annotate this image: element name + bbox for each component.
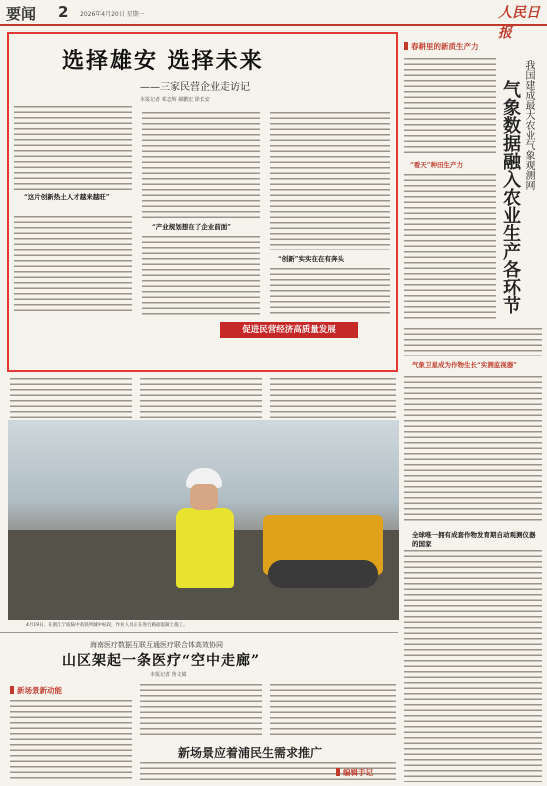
right-vertical-subtitle: 我国建成最大农业气象观测网 — [523, 60, 534, 190]
story-text-c — [270, 376, 396, 418]
lead-text-col1b — [14, 214, 132, 314]
right-text-col3 — [404, 548, 542, 782]
lead-text-col2b — [142, 234, 260, 318]
bottom-story2-title: 新场景应着浦民生需求推广 — [178, 746, 323, 760]
lead-subhead-3: “创新”实实在在有奔头 — [278, 255, 344, 263]
right-article-head: “看天”种田生产力 — [410, 161, 463, 169]
bottom-text-col3 — [270, 682, 396, 738]
story-text-a — [10, 376, 132, 418]
right-text-wide — [404, 326, 542, 356]
section-name: 要闻 — [6, 5, 37, 23]
right-text-col2 — [404, 374, 542, 524]
lead-subhead-1: “这片创新热土人才越来越旺” — [24, 193, 110, 201]
editor-note-marker — [336, 768, 340, 776]
divider — [0, 632, 398, 633]
lead-text-col1 — [14, 104, 132, 190]
lead-banner: 促进民营经济高质量发展 — [220, 322, 358, 338]
lead-subtitle: ——三家民营企业走访记 — [140, 82, 250, 93]
photo-caption: 4月19日，在浙江宁波陆中高铁所城中标段，作业人员正在进行路面混凝土施工。 — [26, 623, 188, 628]
right-article3-head: 全球唯一拥有成套作物发育期自动观测仪器的国家 — [412, 531, 536, 548]
left-section-marker — [10, 686, 14, 694]
bottom-left-head: 新场景新动能 — [17, 686, 62, 695]
lead-text-col3b — [270, 266, 390, 316]
right-section-head: 春耕里的新质生产力 — [411, 42, 479, 51]
right-vertical-title: 气象数据融入农业生产各环节 — [500, 80, 521, 314]
bottom-kicker: 海南医疗数据互联互通医疗联合体高效协同 — [90, 641, 223, 649]
bottom-byline: 本报记者 鲁文婧 — [150, 672, 187, 678]
worker-figure — [158, 460, 248, 620]
right-article2-head: 气象卫星成为作物生长“实测监视器” — [412, 361, 517, 369]
lead-subhead-2: “产业规划想在了企业前面” — [152, 223, 231, 231]
page-number: 2 — [58, 3, 69, 21]
editor-note-head: 编辑手记 — [343, 768, 373, 777]
newspaper-logo: 人民日报 — [498, 5, 540, 41]
issue-date: 2026年4月20日 星期一 — [80, 11, 145, 18]
lead-byline: 本报记者 邓志辉 郝鹏宏 徐长安 — [140, 97, 210, 103]
section-marker — [404, 42, 408, 50]
news-photo — [8, 420, 399, 620]
story-text-b — [140, 376, 262, 418]
lead-text-col2 — [142, 110, 260, 218]
bottom-title: 山区架起一条医疗“空中走廊” — [62, 653, 261, 669]
right-intro-text — [404, 56, 496, 156]
bottom-text-col2 — [140, 682, 262, 738]
bottom-text-col1 — [10, 698, 132, 782]
lead-text-col3 — [270, 110, 390, 250]
lead-title: 选择雄安 选择未来 — [62, 48, 264, 74]
right-text-col1 — [404, 172, 496, 322]
